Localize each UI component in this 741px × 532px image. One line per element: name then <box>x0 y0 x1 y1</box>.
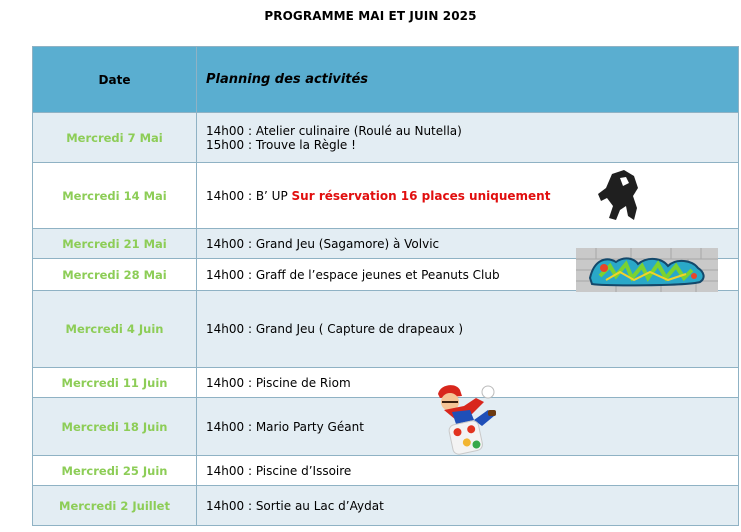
table-row <box>33 368 739 398</box>
row-activity <box>197 163 739 229</box>
activity-line: 14h00 : Atelier culinaire (Roulé au Nutella) <box>206 123 462 138</box>
row-activity: 14h00 : Grand Jeu (Sagamore) à Volvic <box>197 229 739 259</box>
activity-line: 15h00 : Trouve la Règle ! <box>206 137 356 152</box>
row-activity: 14h00 : Mario Party Géant <box>197 398 739 456</box>
row-activity: 14h00 : Sortie au Lac d’Aydat <box>197 486 739 526</box>
row-activity: 14h00 : Grand Jeu ( Capture de drapeaux ) <box>197 291 739 368</box>
activity-text: 14h00 : B’ UP <box>206 188 288 203</box>
mario-dice-image <box>430 380 500 462</box>
row-date: Mercredi 11 Juin <box>33 368 197 398</box>
row-activity <box>197 113 739 163</box>
table-row <box>33 486 739 526</box>
reservation-note: Sur réservation 16 places uniquement <box>291 188 551 203</box>
row-date: Mercredi 28 Mai <box>33 259 197 291</box>
header-planning: Planning des activités <box>197 47 739 113</box>
graffiti-image <box>576 248 718 292</box>
table-row <box>33 113 739 163</box>
row-date: Mercredi 18 Juin <box>33 398 197 456</box>
climbing-silhouette-image <box>590 166 656 224</box>
row-activity: 14h00 : Graff de l’espace jeunes et Peanuts Club <box>197 259 739 291</box>
row-activity: 14h00 : Piscine d’Issoire <box>197 456 739 486</box>
row-date: Mercredi 4 Juin <box>33 291 197 368</box>
row-date: Mercredi 7 Mai <box>33 113 197 163</box>
row-activity: 14h00 : Piscine de Riom <box>197 368 739 398</box>
row-date: Mercredi 2 Juillet <box>33 486 197 526</box>
header-row <box>33 47 739 113</box>
row-date: Mercredi 14 Mai <box>33 163 197 229</box>
row-date: Mercredi 21 Mai <box>33 229 197 259</box>
table-row <box>33 398 739 456</box>
table-row <box>33 456 739 486</box>
page-title: PROGRAMME MAI ET JUIN 2025 <box>264 9 477 23</box>
row-date: Mercredi 25 Juin <box>33 456 197 486</box>
table-row <box>33 291 739 368</box>
header-date: Date <box>33 47 197 113</box>
